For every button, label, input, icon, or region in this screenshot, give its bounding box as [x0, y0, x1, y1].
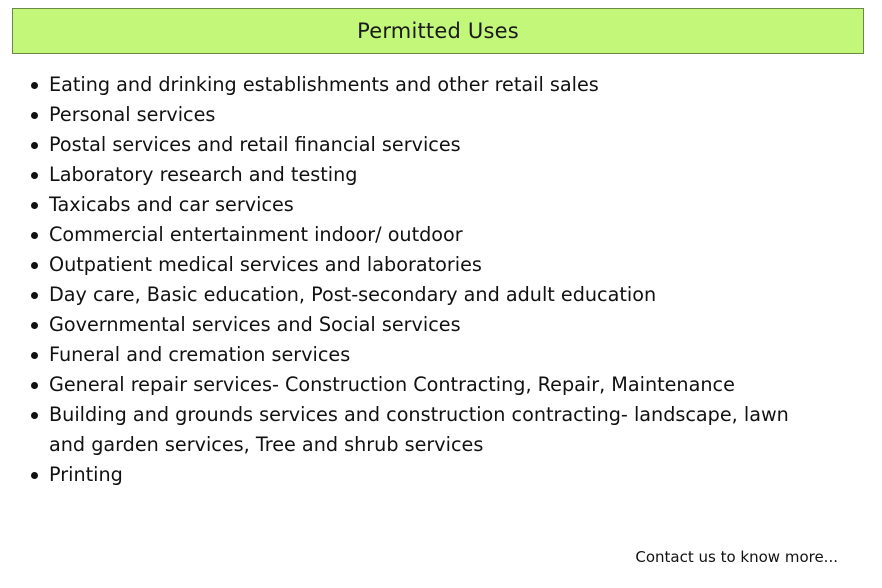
list-item: Postal services and retail financial services: [30, 130, 830, 160]
list-item: Personal services: [30, 100, 830, 130]
page-title: Permitted Uses: [357, 19, 519, 43]
list-item: Day care, Basic education, Post-secondary and adult education: [30, 280, 830, 310]
list-item: Governmental services and Social services: [30, 310, 830, 340]
list-item: Funeral and cremation services: [30, 340, 830, 370]
list-item: Printing: [30, 460, 830, 490]
list-item: Eating and drinking establishments and other retail sales: [30, 70, 830, 100]
list-item: General repair services- Construction Contracting, Repair, Maintenance: [30, 370, 830, 400]
list-item: Taxicabs and car services: [30, 190, 830, 220]
list-item: Building and grounds services and construction contracting- landscape, lawn and garden services, Tree and shrub services: [30, 400, 830, 460]
permitted-uses-list: [30, 70, 830, 490]
list-item: Outpatient medical services and laboratories: [30, 250, 830, 280]
list-item: Commercial entertainment indoor/ outdoor: [30, 220, 830, 250]
header-bar: [12, 8, 864, 54]
list-item: Laboratory research and testing: [30, 160, 830, 190]
contact-link[interactable]: Contact us to know more...: [635, 548, 838, 566]
